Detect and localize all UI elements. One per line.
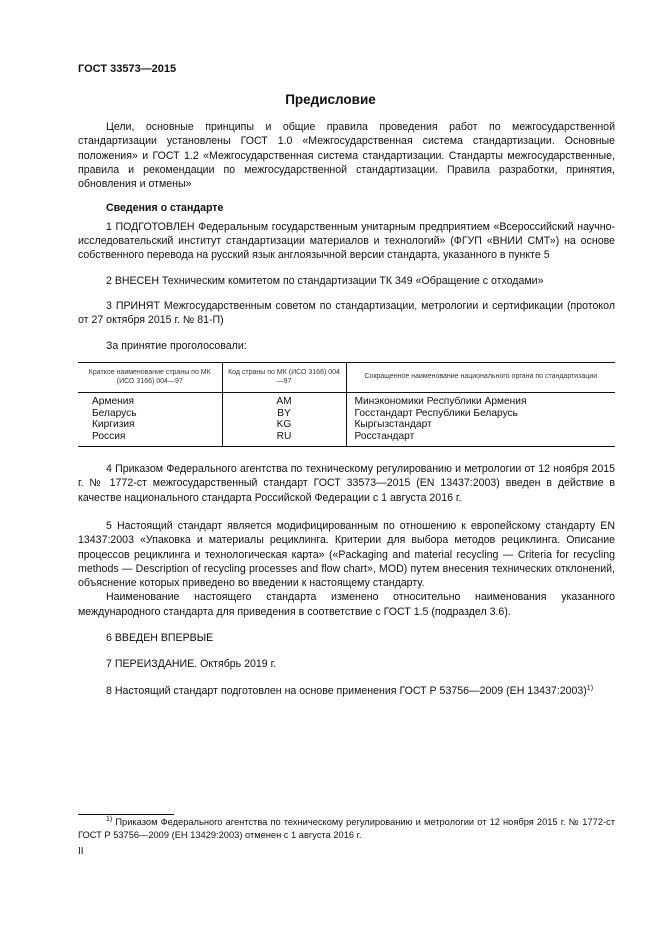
org-cell: Минэкономики Республики Армения: [346, 392, 615, 407]
item-5: 5 Настоящий стандарт является модифицированным по отношению к европейскому стандарту EN 13437:2003 «Упаковка и материалы рециклинга. Критерии для выбора методов рециклинга. Описание процессов рециклинга и технологическая карта» («Packaging and material recycling — Criteria for recycling methods — Description of recycling processes and flow chart», MOD) путем внесения технических отклонений, объяснение которых приведено во введении к настоящему стандарту.: [78, 519, 615, 590]
country-cell: Беларусь: [92, 407, 137, 419]
item-8-text: 8 Настоящий стандарт подготовлен на основе применения ГОСТ Р 53756—2009 (ЕН 13437:2003): [106, 684, 587, 697]
table-row: [78, 408, 615, 420]
item-1: 1 ПОДГОТОВЛЕН Федеральным государственным унитарным предприятием «Всероссийский научно-исследовательский институт стандартизации материалов и технологий» (ФГУП «ВНИИ СМТ») на основе собственного перевода на русский язык англоязычной версии стандарта, указанного в пункте 5: [78, 220, 615, 262]
voting-table: [78, 362, 615, 447]
item-8: [78, 684, 615, 698]
footnote-text: Приказом Федерального агентства по техническому регулированию и метрологии от 12 ноября 2015 г. № 1772-ст ГОСТ Р 53756—2009 (ЕН 13429:2003) отменен с 1 августа 2016 г.: [78, 817, 615, 840]
intro-paragraph: Цели, основные принципы и общие правила проведения работ по межгосударственной стандартизации установлены ГОСТ 1.0 «Межгосударственная система стандартизации. Основные положения» и ГОСТ 1.2 «Межгосударственная система стандартизации. Стандарты межгосударственные, правила и рекомендации по межгосударственной стандартизации. Правила разработки, принятия, обновления и отмены»: [78, 121, 615, 191]
table-row: [78, 431, 615, 446]
country-cell: Россия: [78, 431, 222, 446]
code-cell: AM: [222, 392, 346, 407]
code-cell: RU: [222, 431, 346, 446]
about-heading: Сведения о стандарте: [106, 202, 224, 215]
footnote: [78, 816, 615, 841]
item-4: 4 Приказом Федерального агентства по техническому регулированию и метрологии от 12 ноября 2015 г. № 1772-ст межгосударственный стандарт ГОСТ 33573—2015 (EN 13437:2003) введен в действие в качестве национального стандарта Российской Федерации с 1 августа 2016 г.: [78, 463, 615, 504]
table-row: [78, 392, 615, 407]
footnote-mark: 1): [106, 816, 113, 823]
item-6: 6 ВВЕДЕН ВПЕРВЫЕ: [106, 632, 214, 645]
item-7: 7 ПЕРЕИЗДАНИЕ. Октябрь 2019 г.: [106, 658, 277, 671]
voted-label: За принятие проголосовали:: [106, 339, 247, 352]
header-code: Код страны по МК (ИСО 3166) 004—97: [222, 362, 346, 392]
table-row: [78, 419, 615, 431]
org-cell: Кыргызстандарт: [346, 419, 615, 431]
code-cell: BY: [222, 408, 346, 420]
page-number: II: [78, 846, 84, 857]
document-id: ГОСТ 33573—2015: [78, 63, 177, 75]
item-5-note: Наименование настоящего стандарта изменено относительно наименования указанного международного стандарта для приведения в соответствие с ГОСТ 1.5 (подраздел 3.6).: [78, 591, 615, 618]
country-cell: Армения: [92, 395, 134, 407]
item-3: 3 ПРИНЯТ Межгосударственным советом по стандартизации, метрологии и сертификации (протокол от 27 октября 2015 г. № 81-П): [78, 299, 615, 327]
footnote-ref[interactable]: 1): [586, 684, 594, 692]
table-header-row: [78, 362, 615, 392]
org-cell: Госстандарт Республики Беларусь: [346, 408, 615, 420]
preface-body: [78, 120, 615, 698]
footnote-divider: [78, 814, 174, 815]
header-org: Сокращенное наименование национального органа по стандартизации: [346, 362, 615, 392]
org-cell: Росстандарт: [346, 431, 615, 446]
country-cell: Киргизия: [92, 419, 135, 431]
header-country: Краткое наименование страны по МК (ИСО 3166) 004—97: [78, 362, 222, 392]
page-title: Предисловие: [285, 92, 376, 107]
code-cell: KG: [222, 419, 346, 431]
item-2: 2 ВНЕСЕН Техническим комитетом по стандартизации ТК 349 «Обращение с отходами»: [106, 274, 544, 287]
